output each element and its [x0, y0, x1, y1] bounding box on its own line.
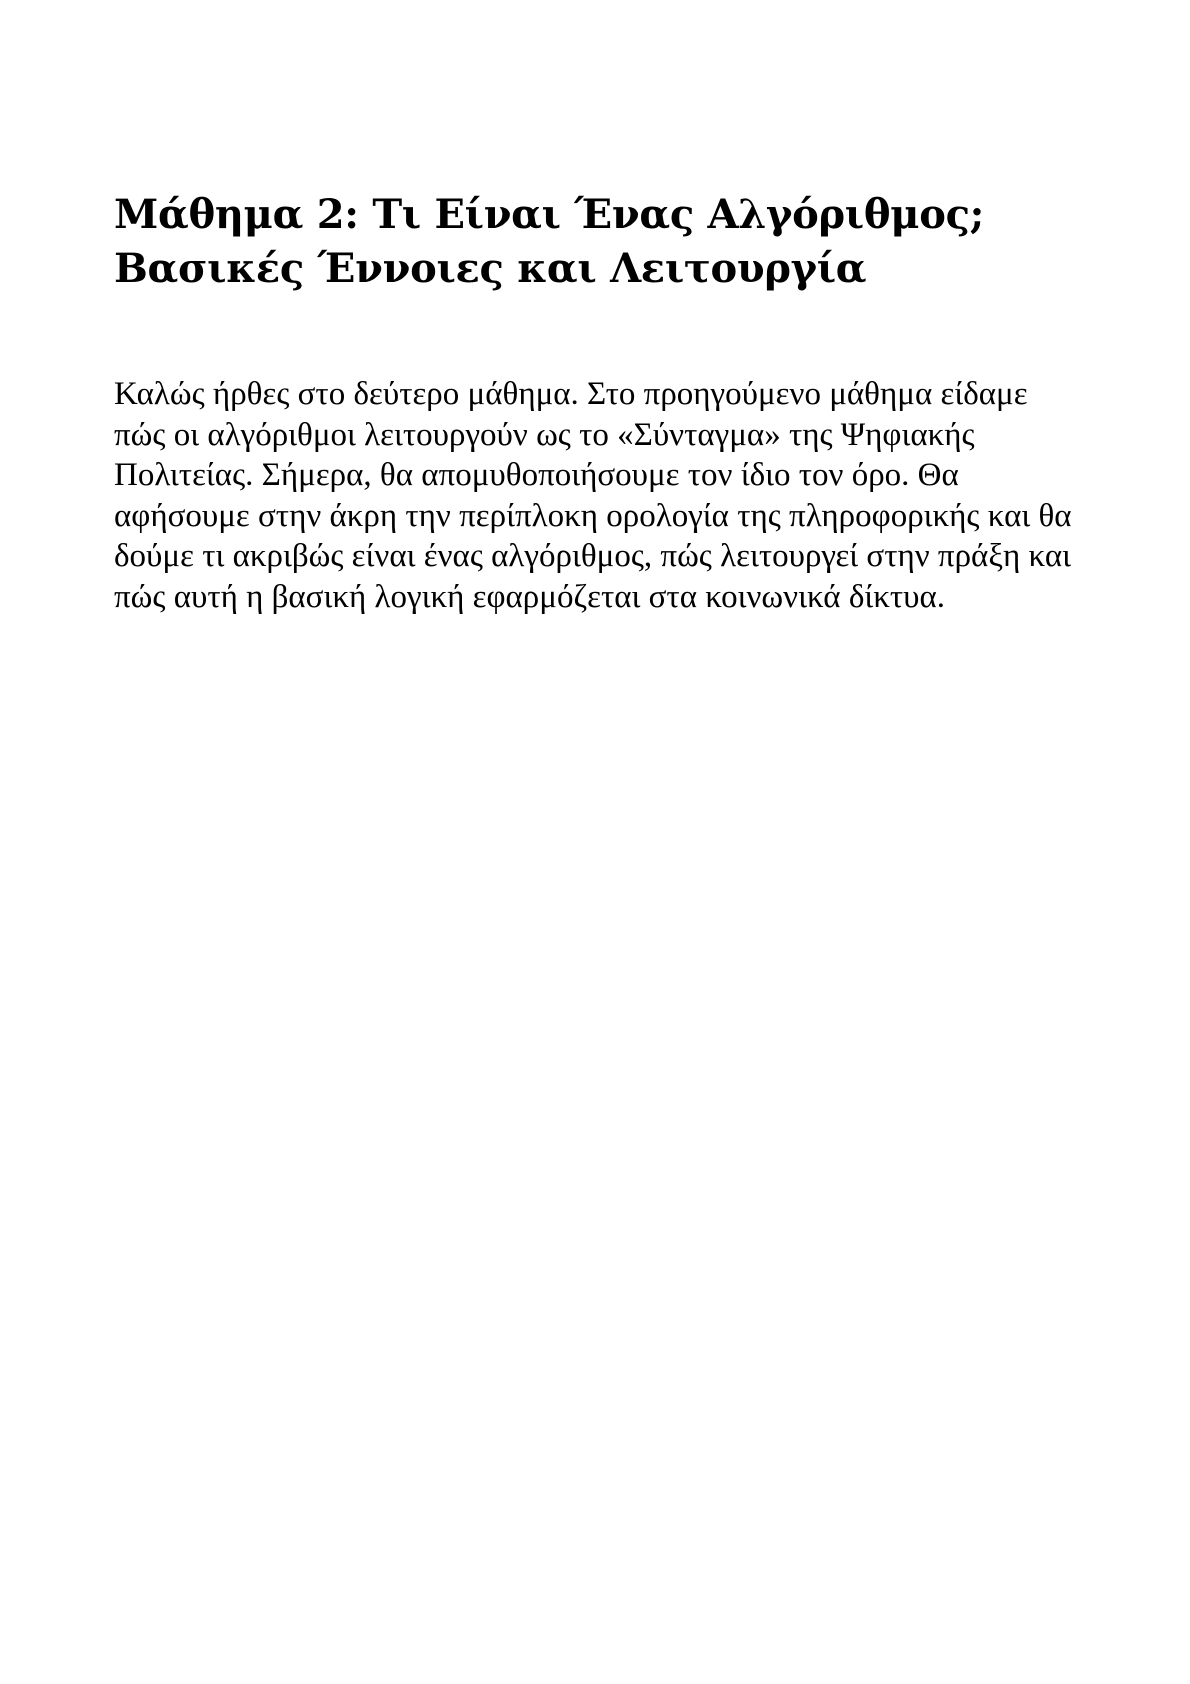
- lesson-title: Μάθημα 2: Τι Είναι Ένας Αλγόριθμος; Βασικές Έννοιες και Λειτουργία: [114, 191, 985, 292]
- page-content: [114, 188, 1074, 617]
- intro-paragraph: Καλώς ήρθες στο δεύτερο μάθημα. Στο προηγούμενο μάθημα είδαμε πώς οι αλγόριθμοι λειτουργούν ως το «Σύνταγμα» της Ψηφιακής Πολιτείας. Σήμερα, θα απομυθοποιήσουμε τον ίδιο τον όρο. Θα αφήσουμε στην άκρη την περίπλοκη ορολογία της πληροφορικής και θα δούμε τι ακριβώς είναι ένας αλγόριθμος, πώς λειτουργεί στην πράξη και πώς αυτή η βασική λογική εφαρμόζεται στα κοινωνικά δίκτυα.: [114, 376, 1072, 615]
